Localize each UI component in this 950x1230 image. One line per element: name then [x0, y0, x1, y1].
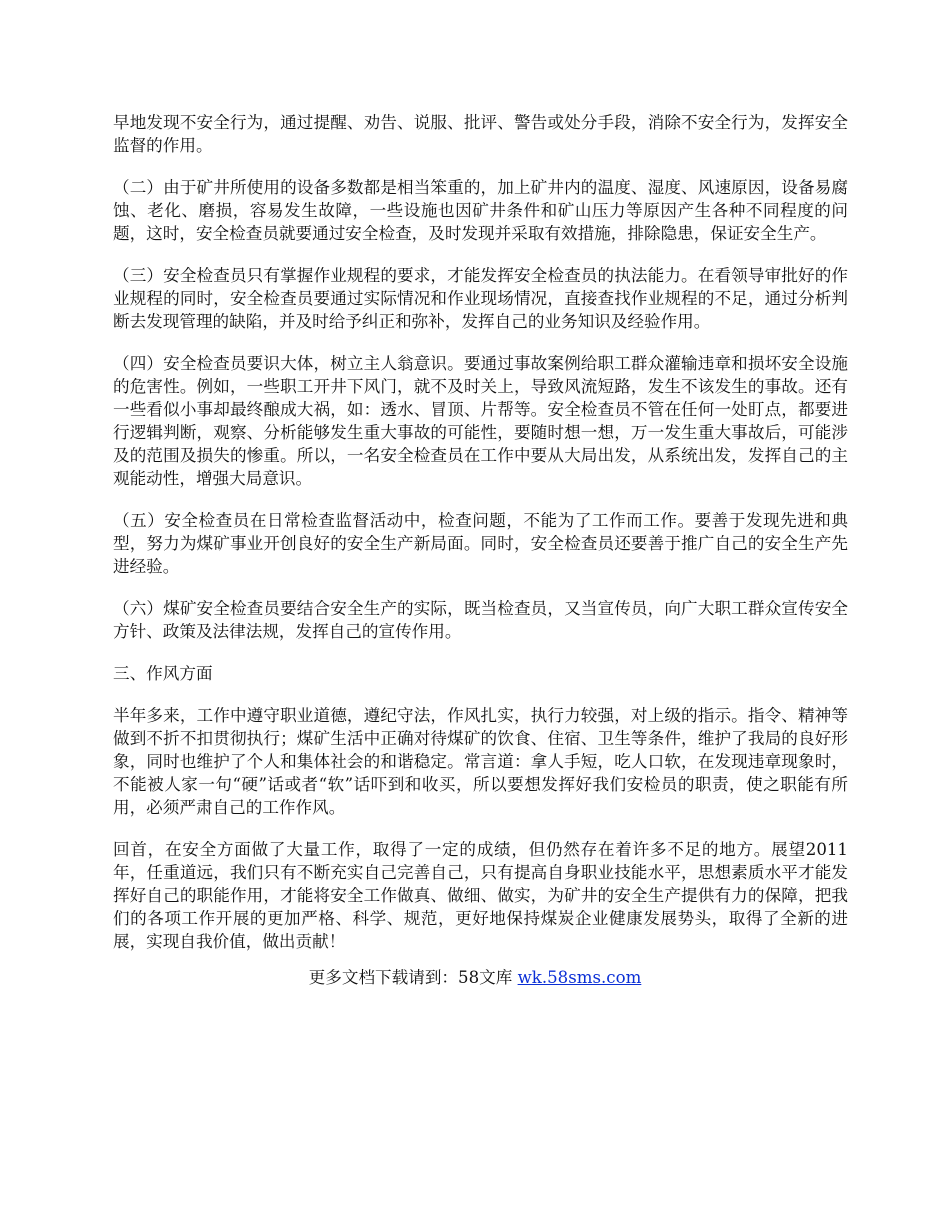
- paragraph-item-5: （五）安全检查员在日常检查监督活动中，检查问题，不能为了工作而工作。要善于发现先进和典型，努力为煤矿事业开创良好的安全生产新局面。同时，安全检查员还要善于推广自己的安全生产先进经验。: [113, 511, 848, 576]
- paragraph-continuation: 早地发现不安全行为，通过提醒、劝告、说服、批评、警告或处分手段，消除不安全行为，发挥安全监督的作用。: [113, 113, 848, 155]
- section-heading-work-style: 三、作风方面: [113, 664, 213, 683]
- paragraph-conclusion: 回首，在安全方面做了大量工作，取得了一定的成绩，但仍然存在着许多不足的地方。展望2011年，任重道远，我们只有不断充实自己完善自己，只有提高自身职业技能水平，思想素质水平才能发挥好自己的职能作用，才能将安全工作做真、做细、做实，为矿井的安全生产提供有力的保障，把我们的各项工作开展的更加严格、科学、规范，更好地保持煤炭企业健康发展势头，取得了全新的进展，实现自我价值，做出贡献！: [113, 840, 848, 951]
- paragraph-work-style: 半年多来，工作中遵守职业道德，遵纪守法，作风扎实，执行力较强，对上级的指示。指令、精神等做到不折不扣贯彻执行；煤矿生活中正确对待煤矿的饮食、住宿、卫生等条件，维护了我局的良好形象，同时也维护了个人和集体社会的和谐稳定。常言道：拿人手短，吃人口软，在发现违章现象时，不能被人家一句“硬”话或者“软”话吓到和收买，所以要想发挥好我们安检员的职责，使之职能有所用，必须严肃自己的工作作风。: [113, 706, 848, 817]
- paragraph-item-3: （三）安全检查员只有掌握作业规程的要求，才能发挥安全检查员的执法能力。在看领导审批好的作业规程的同时，安全检查员要通过实际情况和作业现场情况，直接查找作业规程的不足，通过分析判断去发现管理的缺陷，并及时给予纠正和弥补，发挥自己的业务知识及经验作用。: [113, 266, 848, 331]
- download-footer: [0, 966, 950, 989]
- footer-prefix: 更多文档下载请到：58文库: [308, 968, 518, 987]
- paragraph-item-2: （二）由于矿井所使用的设备多数都是相当笨重的，加上矿井内的温度、湿度、风速原因，设备易腐蚀、老化、磨损，容易发生故障，一些设施也因矿井条件和矿山压力等原因产生各种不同程度的问题，这时，安全检查员就要通过安全检查，及时发现并采取有效措施，排除隐患，保证安全生产。: [113, 178, 848, 243]
- paragraph-item-6: （六）煤矿安全检查员要结合安全生产的实际，既当检查员，又当宣传员，向广大职工群众宣传安全方针、政策及法律法规，发挥自己的宣传作用。: [113, 599, 848, 641]
- paragraph-item-4: （四）安全检查员要识大体，树立主人翁意识。要通过事故案例给职工群众灌输违章和损坏安全设施的危害性。例如，一些职工开井下风门，就不及时关上，导致风流短路，发生不该发生的事故。还有一些看似小事却最终酿成大祸，如：透水、冒顶、片帮等。安全检查员不管在任何一处盯点，都要进行逻辑判断，观察、分析能够发生重大事故的可能性，要随时想一想，万一发生重大事故后，可能涉及的范围及损失的惨重。所以，一名安全检查员在工作中要从大局出发，从系统出发，发挥自己的主观能动性，增强大局意识。: [113, 354, 848, 488]
- footer-link[interactable]: wk.58sms.com: [517, 968, 642, 987]
- document-body: [113, 111, 848, 972]
